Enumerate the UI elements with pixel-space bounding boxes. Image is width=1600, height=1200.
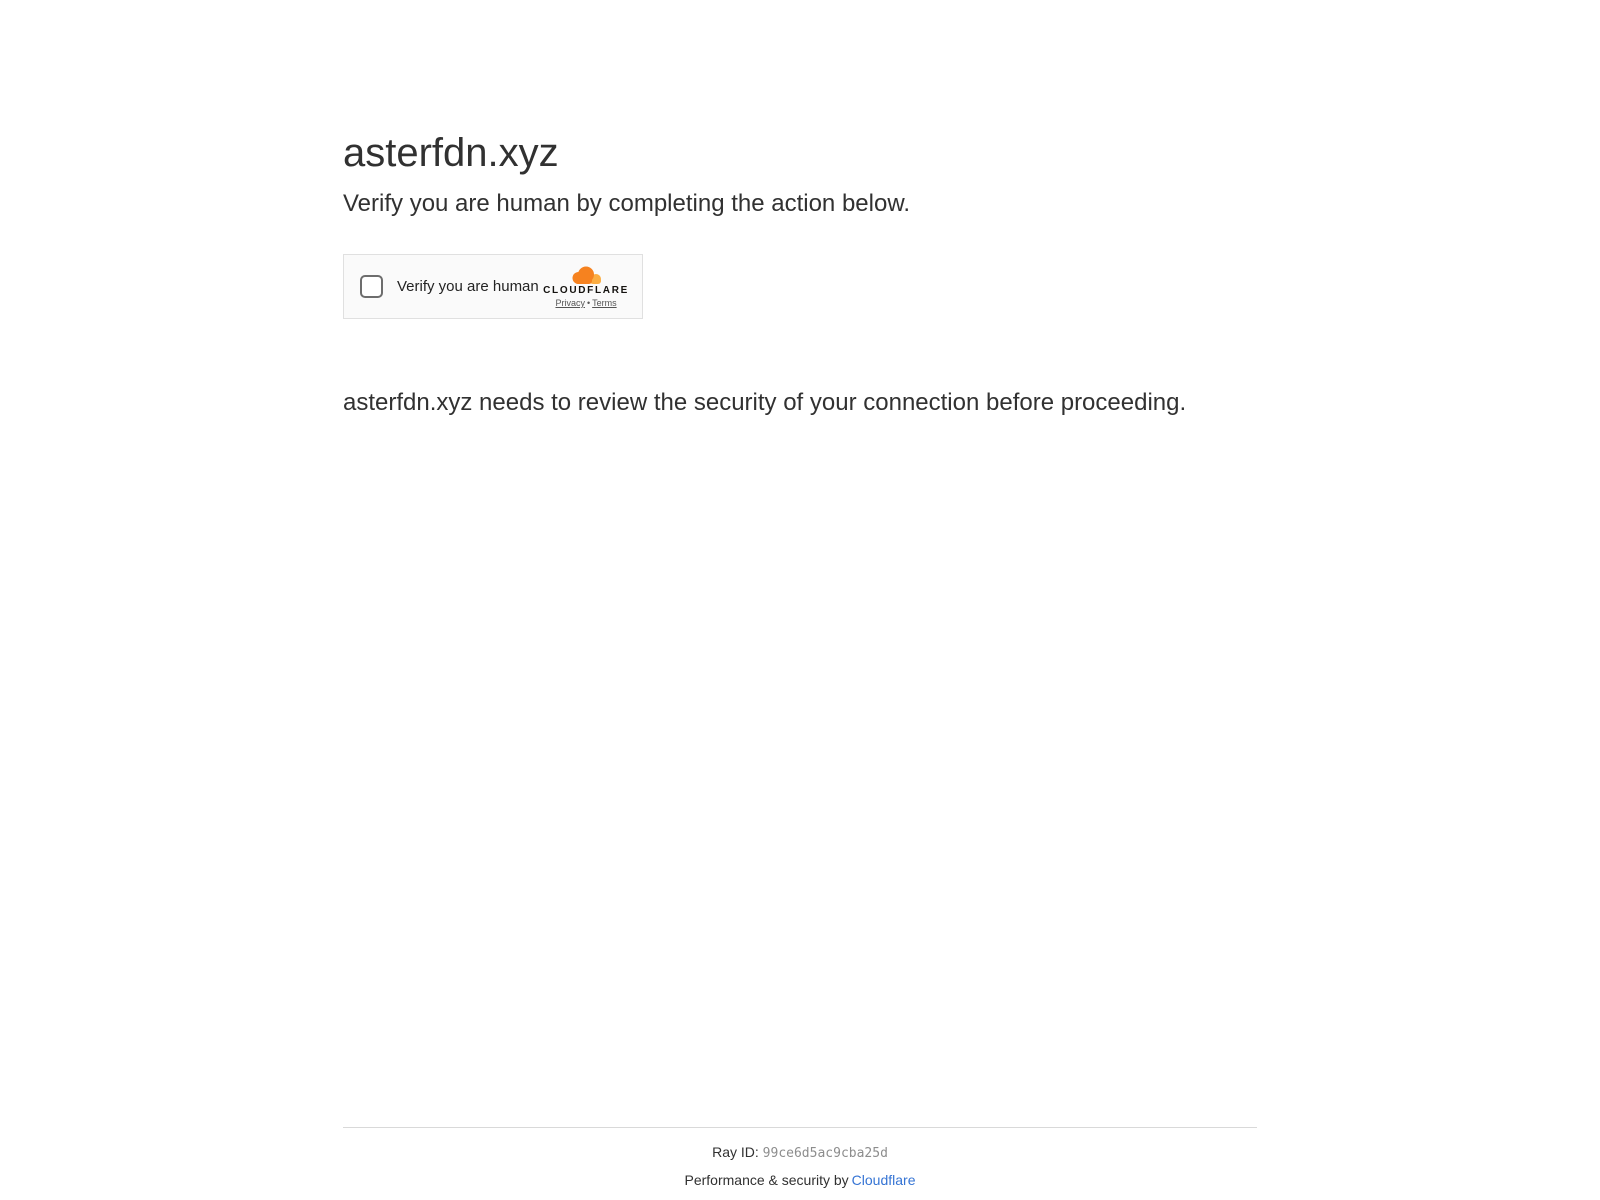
verify-human-checkbox[interactable] [360, 275, 383, 298]
ray-id-value: 99ce6d5ac9cba25d [762, 1146, 888, 1161]
footer [343, 1127, 1257, 1200]
cloudflare-brand [543, 265, 629, 308]
link-separator: • [586, 298, 591, 308]
cloudflare-wordmark: CLOUDFLARE [543, 285, 629, 296]
verify-human-label: Verify you are human [397, 278, 539, 295]
security-review-text: asterfdn.xyz needs to review the security of your connection before proceeding. [343, 389, 1187, 416]
main-content [343, 0, 1257, 417]
ray-id-line [343, 1144, 1257, 1161]
cloudflare-cloud-icon [569, 265, 603, 285]
performance-line [343, 1172, 1257, 1188]
page-subtitle: Verify you are human by completing the action below. [343, 190, 910, 217]
turnstile-widget [343, 254, 643, 319]
footer-divider [343, 1127, 1257, 1128]
ray-id-label: Ray ID: [712, 1144, 759, 1160]
cloudflare-link[interactable]: Cloudflare [851, 1172, 916, 1188]
privacy-link[interactable]: Privacy [555, 298, 585, 308]
terms-link[interactable]: Terms [592, 298, 617, 308]
performance-text: Performance & security by [684, 1172, 849, 1188]
widget-legal-links [555, 299, 616, 308]
challenge-page [343, 0, 1257, 1200]
page-title: asterfdn.xyz [343, 131, 559, 175]
